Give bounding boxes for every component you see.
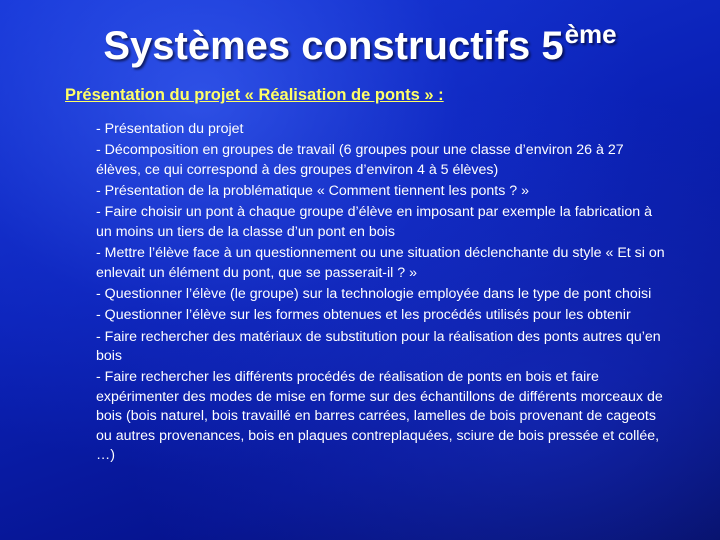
bullet-list — [96, 120, 671, 468]
list-item: - Faire rechercher les différents procédés de réalisation de ponts en bois et faire expérimenter des modes de mise en forme sur des échantillons de différents morceaux de bois (bois naturel, bois travaillé en barres carrées, lamelles de bois provenant de cageots ou autres provenances, bois en plaques contreplaquées, sciure de bois pressée et collée, …) — [96, 369, 663, 464]
slide-subtitle: Présentation du projet « Réalisation de ponts » : — [65, 86, 444, 104]
list-item: - Présentation du projet — [96, 121, 244, 137]
list-item: - Décomposition en groupes de travail (6 groupes pour une classe d’environ 26 à 27 élèves, ce qui correspond à des groupes d’environ 4 à 5 élèves) — [96, 142, 624, 178]
slide-title — [0, 18, 720, 78]
list-item: - Présentation de la problématique « Comment tiennent les ponts ? » — [96, 183, 529, 200]
slide-title-superscript: ème — [564, 19, 617, 49]
list-item: - Questionner l’élève (le groupe) sur la technologie employée dans le type de pont choisi — [96, 285, 652, 302]
list-item: - Mettre l’élève face à un questionnement ou une situation déclenchante du style « Et si on enlevait un élément du pont, que se passerait-il ? » — [96, 245, 665, 281]
list-item: - Faire rechercher des matériaux de substitution pour la réalisation des ponts autres qu’en bois — [96, 328, 661, 365]
list-item: - Questionner l’élève sur les formes obtenues et les procédés utilisés pour les obtenir — [96, 307, 631, 324]
slide-title-text: Systèmes constructifs 5 — [103, 24, 564, 68]
list-item: - Faire choisir un pont à chaque groupe d’élève en imposant par exemple la fabrication à un moins un tiers de la classe d’un pont en bois — [96, 204, 653, 240]
